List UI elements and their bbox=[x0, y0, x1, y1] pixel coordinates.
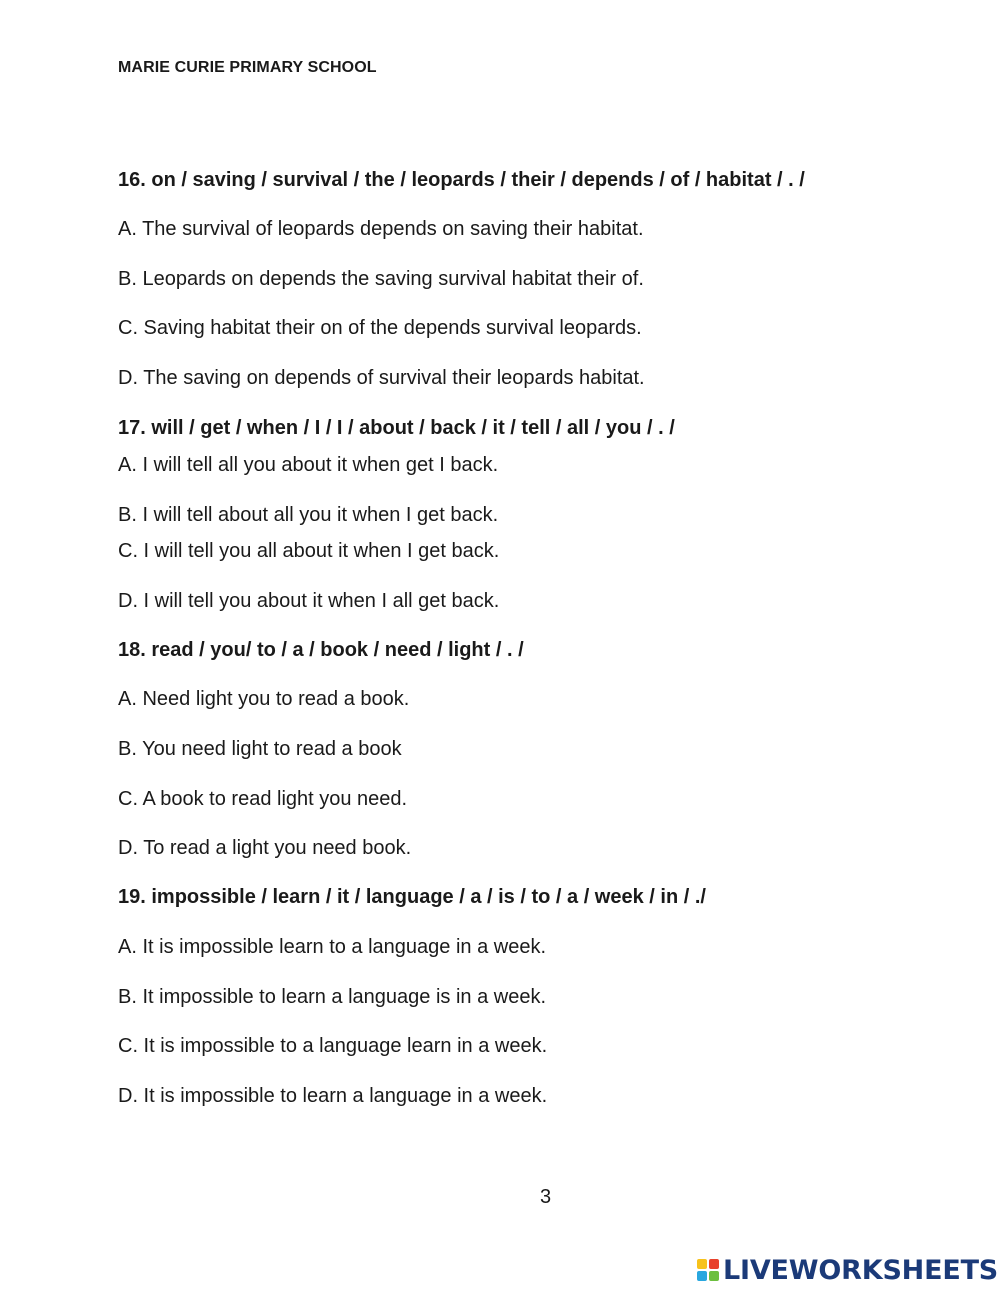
logo-block-yellow bbox=[697, 1259, 707, 1269]
question-16-option-b: B. Leopards on depends the saving survival habitat their of. bbox=[118, 268, 644, 290]
page-number: 3 bbox=[540, 1186, 552, 1208]
question-18-prompt: 18. read / you/ to / a / book / need / light / . / bbox=[118, 639, 524, 661]
liveworksheets-brand-text: LIVEWORKSHEETS bbox=[723, 1254, 999, 1286]
liveworksheets-blocks-icon bbox=[697, 1259, 719, 1281]
question-19-prompt: 19. impossible / learn / it / language / a / is / to / a / week / in / ./ bbox=[118, 886, 706, 908]
logo-block-green bbox=[709, 1271, 719, 1281]
question-19-option-a: A. It is impossible learn to a language in a week. bbox=[118, 936, 547, 958]
question-17-option-a: A. I will tell all you about it when get I back. bbox=[118, 454, 499, 476]
question-18-option-c: C. A book to read light you need. bbox=[118, 788, 408, 810]
question-17-prompt: 17. will / get / when / I / I / about / back / it / tell / all / you / . / bbox=[118, 417, 675, 439]
question-17-option-b: B. I will tell about all you it when I get back. bbox=[118, 504, 499, 526]
question-16-option-d: D. The saving on depends of survival their leopards habitat. bbox=[118, 367, 645, 389]
question-16-prompt: 16. on / saving / survival / the / leopards / their / depends / of / habitat / . / bbox=[118, 169, 805, 191]
question-17-option-c: C. I will tell you all about it when I get back. bbox=[118, 540, 500, 562]
question-18-option-b: B. You need light to read a book bbox=[118, 738, 402, 760]
question-17-option-d: D. I will tell you about it when I all get back. bbox=[118, 590, 500, 612]
question-19-option-c: C. It is impossible to a language learn in a week. bbox=[118, 1035, 548, 1057]
school-name: MARIE CURIE PRIMARY SCHOOL bbox=[118, 59, 377, 76]
logo-block-red bbox=[709, 1259, 719, 1269]
question-16-option-a: A. The survival of leopards depends on saving their habitat. bbox=[118, 218, 644, 240]
question-16-option-c: C. Saving habitat their on of the depends survival leopards. bbox=[118, 317, 642, 339]
question-19-option-b: B. It impossible to learn a language is in a week. bbox=[118, 986, 547, 1008]
question-19-option-d: D. It is impossible to learn a language in a week. bbox=[118, 1085, 548, 1107]
logo-block-blue bbox=[697, 1271, 707, 1281]
liveworksheets-logo[interactable] bbox=[697, 1255, 998, 1285]
question-18-option-a: A. Need light you to read a book. bbox=[118, 688, 410, 710]
question-18-option-d: D. To read a light you need book. bbox=[118, 837, 412, 859]
